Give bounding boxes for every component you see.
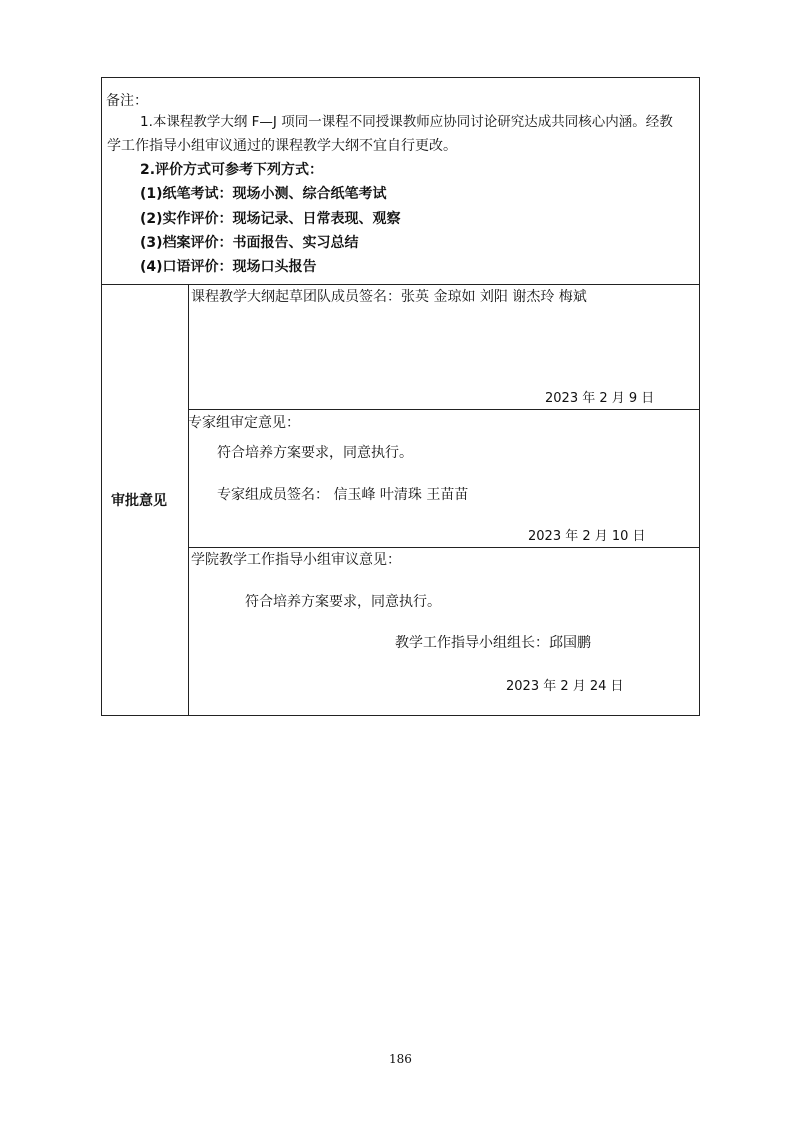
college-review-title: 学院教学工作指导小组审议意见：	[191, 552, 401, 568]
notes-divider	[101, 284, 700, 285]
college-opinion: 符合培养方案要求，同意执行。	[245, 594, 441, 610]
expert-date: 2023 年 2 月 10 日	[528, 529, 646, 544]
note-item-4: (2)实作评价：现场记录、日常表现、观察	[140, 211, 401, 227]
note-item-1a: 1.本课程教学大纲 F—J 项同一课程不同授课教师应协同讨论研究达成共同核心内涵。经教	[140, 114, 673, 130]
notes-heading: 备注：	[106, 93, 148, 109]
note-item-5: (3)档案评价：书面报告、实习总结	[140, 235, 359, 251]
note-item-3: (1)纸笔考试：现场小测、综合纸笔考试	[140, 186, 387, 202]
label-column-divider	[188, 284, 189, 716]
expert-signature-line: 专家组成员签名： 信玉峰 叶清珠 王苗苗	[217, 487, 469, 503]
drafting-signature-line: 课程教学大纲起草团队成员签名：张英 金琼如 刘阳 谢杰玲 梅斌	[191, 289, 587, 305]
note-item-1b: 学工作指导小组审议通过的课程教学大纲不宜自行更改。	[107, 138, 457, 154]
note-item-2: 2.评价方式可参考下列方式：	[140, 162, 324, 178]
expert-divider	[188, 547, 700, 548]
expert-review-title: 专家组审定意见：	[188, 415, 300, 431]
approval-label: 审批意见	[111, 493, 167, 509]
drafting-date: 2023 年 2 月 9 日	[545, 391, 655, 406]
expert-opinion: 符合培养方案要求，同意执行。	[217, 445, 413, 461]
note-item-6: (4)口语评价：现场口头报告	[140, 259, 317, 275]
page-number: 186	[389, 1052, 412, 1066]
college-leader-signature: 教学工作指导小组组长：邱国鹏	[395, 635, 591, 651]
drafting-divider	[188, 409, 700, 410]
college-date: 2023 年 2 月 24 日	[506, 679, 624, 694]
